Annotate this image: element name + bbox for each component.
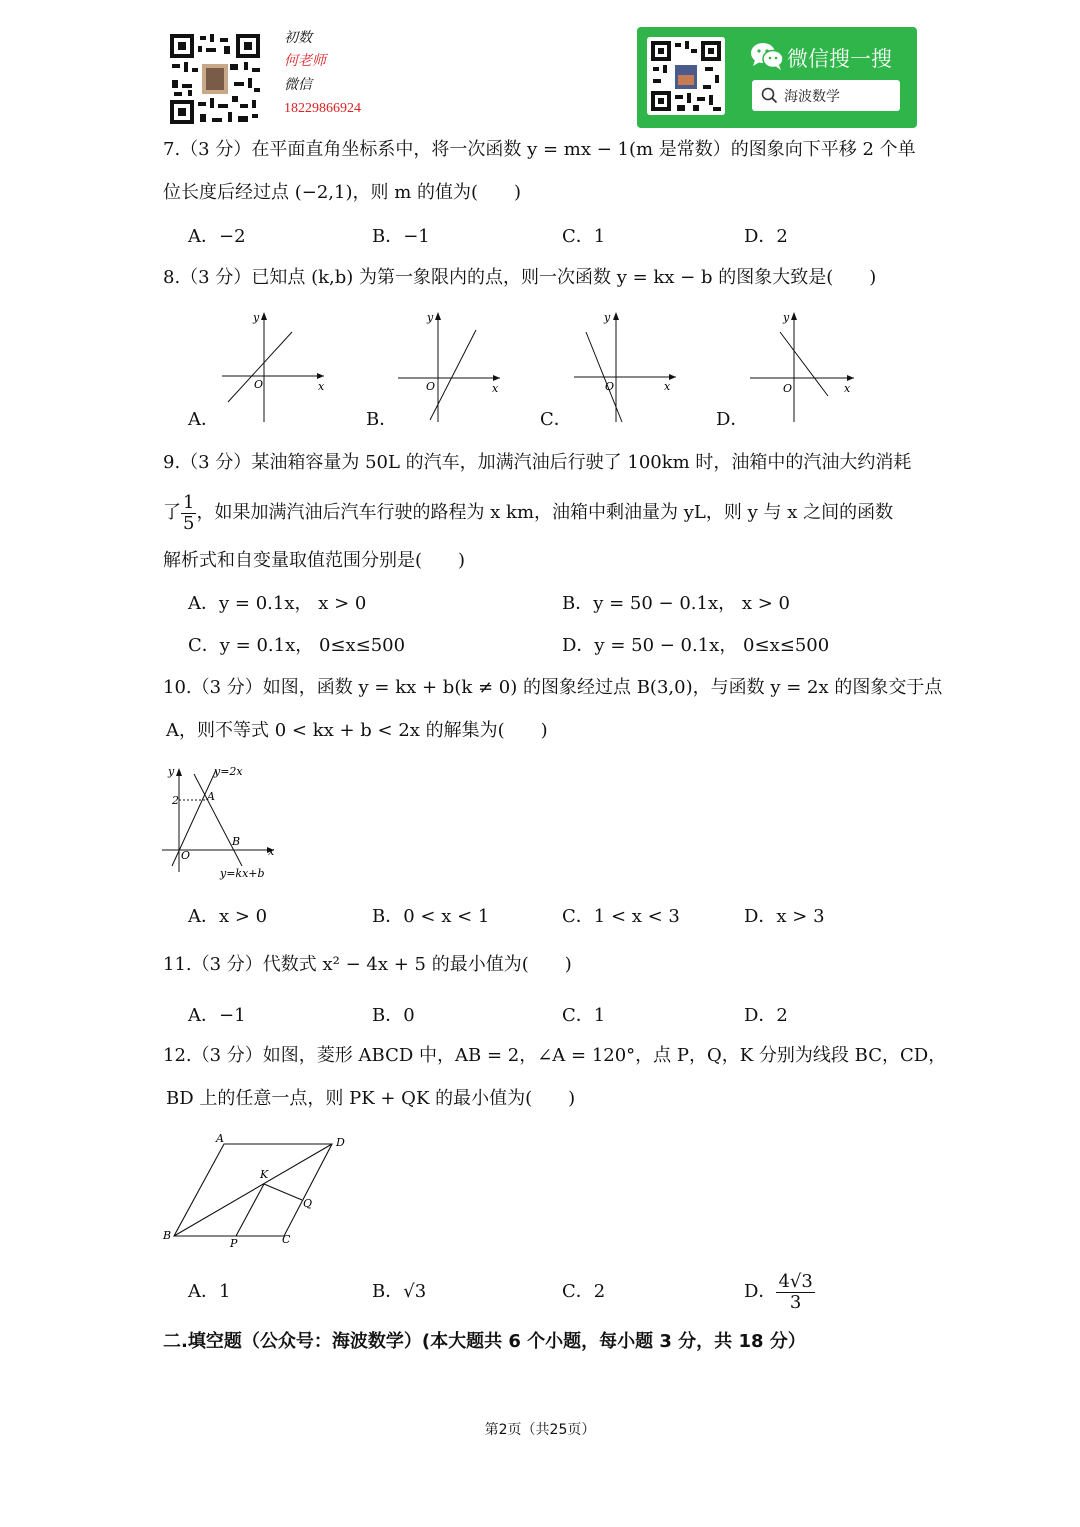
q9-line2-pre: 了	[163, 502, 181, 523]
q12-line1: 12.（3 分）如图，菱形 ABCD 中，AB = 2，∠A = 120°，点 P，Q，K 分别为线段 BC，CD，	[163, 1045, 947, 1066]
y-axis-label: y	[253, 311, 260, 324]
q11-option-a: A．−1	[188, 1005, 246, 1026]
line-y-2x-label: y=2x	[214, 765, 243, 778]
wechat-search-title: 微信搜一搜	[787, 47, 892, 71]
wechat-search-banner	[637, 27, 917, 128]
vertex-b-label: B	[163, 1229, 172, 1242]
q12-option-d-label: D．	[744, 1281, 777, 1302]
q9-option-b: B．y = 50 − 0.1x， x > 0	[562, 593, 790, 614]
header-label-1: 初数	[284, 30, 312, 46]
q8-line1: 8.（3 分）已知点 (k,b) 为第一象限内的点，则一次函数 y = kx − b 的图象大致是( )	[163, 267, 877, 288]
origin-label: O	[605, 380, 615, 393]
q9-line3: 解析式和自变量取值范围分别是( )	[163, 550, 466, 571]
q12-rhombus-figure	[160, 1128, 350, 1252]
q11-option-d: D．2	[744, 1005, 788, 1026]
wechat-logo-icon	[750, 41, 784, 71]
point-b-label: B	[232, 835, 241, 848]
vertex-a-label: A	[216, 1132, 224, 1145]
origin-label: O	[783, 382, 793, 395]
q8-graph-a	[218, 308, 330, 426]
q10-option-b: B．0 < x < 1	[372, 906, 490, 927]
q10-option-a: A．x > 0	[188, 906, 268, 927]
q8-option-c: C．	[540, 409, 572, 430]
q10-line2: A，则不等式 0 < kx + b < 2x 的解集为( )	[166, 720, 548, 741]
vertex-d-label: D	[336, 1136, 345, 1149]
q12-line2: BD 上的任意一点，则 PK + QK 的最小值为( )	[166, 1088, 576, 1109]
q11-line1: 11.（3 分）代数式 x² − 4x + 5 的最小值为( )	[163, 954, 572, 975]
q7-line2: 位长度后经过点 (−2,1)，则 m 的值为( )	[163, 182, 522, 203]
fraction-denominator: 3	[789, 1291, 802, 1313]
header-teacher-name: 何老师	[284, 53, 326, 69]
y-axis-label: y	[168, 765, 175, 778]
q7-option-c: C．1	[562, 226, 606, 247]
q11-option-c: C．1	[562, 1005, 606, 1026]
tick-2-label: 2	[172, 794, 179, 807]
q10-graph	[160, 762, 282, 884]
q7-option-d: D．2	[744, 226, 788, 247]
q9-line1: 9.（3 分）某油箱容量为 50L 的汽车，加满汽油后行驶了 100km 时，油箱中的汽油大约消耗	[163, 452, 912, 473]
q10-option-c: C．1 < x < 3	[562, 906, 680, 927]
origin-label: O	[181, 849, 191, 862]
qr-code-icon	[168, 32, 262, 126]
origin-label: O	[254, 378, 264, 391]
q8-option-a: A．	[188, 409, 219, 430]
q10-option-d: D．x > 3	[744, 906, 825, 927]
header-label-wechat: 微信	[284, 77, 312, 93]
fraction-4root3-over-3	[776, 1272, 814, 1313]
qr-code-icon	[647, 37, 725, 115]
wechat-search-query: 海波数学	[784, 89, 840, 105]
q12-option-d	[744, 1266, 815, 1318]
q10-line1: 10.（3 分）如图，函数 y = kx + b(k ≠ 0) 的图象经过点 B(3,0)，与函数 y = 2x 的图象交于点	[163, 677, 943, 698]
q11-option-b: B．0	[372, 1005, 415, 1026]
point-a-label: A	[207, 790, 215, 803]
vertex-c-label: C	[282, 1233, 291, 1246]
wechat-search-box[interactable]	[752, 80, 900, 111]
point-k-label: K	[260, 1168, 269, 1181]
y-axis-label: y	[427, 311, 434, 324]
q7-line1: 7.（3 分）在平面直角坐标系中，将一次函数 y = mx − 1(m 是常数）的图象向下平移 2 个单	[163, 139, 916, 160]
q12-option-c: C．2	[562, 1281, 606, 1302]
q9-option-a: A．y = 0.1x， x > 0	[188, 593, 367, 614]
section-title-fill-in: 二.填空题（公众号：海波数学）(本大题共 6 个小题，每小题 3 分，共 18 分）	[163, 1331, 806, 1352]
fraction-numerator: 1	[183, 491, 195, 513]
fraction-numerator: 4√3	[778, 1270, 813, 1292]
y-axis-label: y	[604, 311, 611, 324]
x-axis-label: x	[268, 845, 275, 858]
point-q-label: Q	[303, 1197, 313, 1210]
x-axis-label: x	[664, 380, 671, 393]
q9-line2-post: ，如果加满汽油后汽车行驶的路程为 x km，油箱中剩油量为 yL，则 y 与 x 之间的函数	[196, 502, 894, 523]
line-ykxb-label: y=kx+b	[220, 867, 265, 880]
x-axis-label: x	[492, 382, 499, 395]
q7-option-a: A．−2	[188, 226, 246, 247]
search-icon	[761, 87, 778, 104]
q12-option-a: A．1	[188, 1281, 231, 1302]
fraction-denominator: 5	[183, 512, 195, 534]
x-axis-label: x	[318, 380, 325, 393]
q9-option-c: C．y = 0.1x， 0≤x≤500	[188, 635, 406, 656]
q8-graph-d	[746, 308, 858, 426]
q8-graph-b	[394, 308, 506, 426]
x-axis-label: x	[844, 382, 851, 395]
q8-option-b: B．	[366, 409, 398, 430]
fraction-one-fifth	[181, 493, 196, 534]
q9-line2	[163, 490, 893, 536]
y-axis-label: y	[783, 311, 790, 324]
header-phone: 18229866924	[284, 101, 361, 116]
q8-option-d: D．	[716, 409, 749, 430]
q8-graph-c	[570, 308, 682, 426]
q7-option-b: B．−1	[372, 226, 430, 247]
point-p-label: P	[230, 1237, 238, 1250]
q9-option-d: D．y = 50 − 0.1x， 0≤x≤500	[562, 635, 830, 656]
origin-label: O	[426, 380, 436, 393]
page-footer: 第2页（共25页）	[484, 1422, 596, 1438]
q12-option-b: B．√3	[372, 1281, 427, 1302]
